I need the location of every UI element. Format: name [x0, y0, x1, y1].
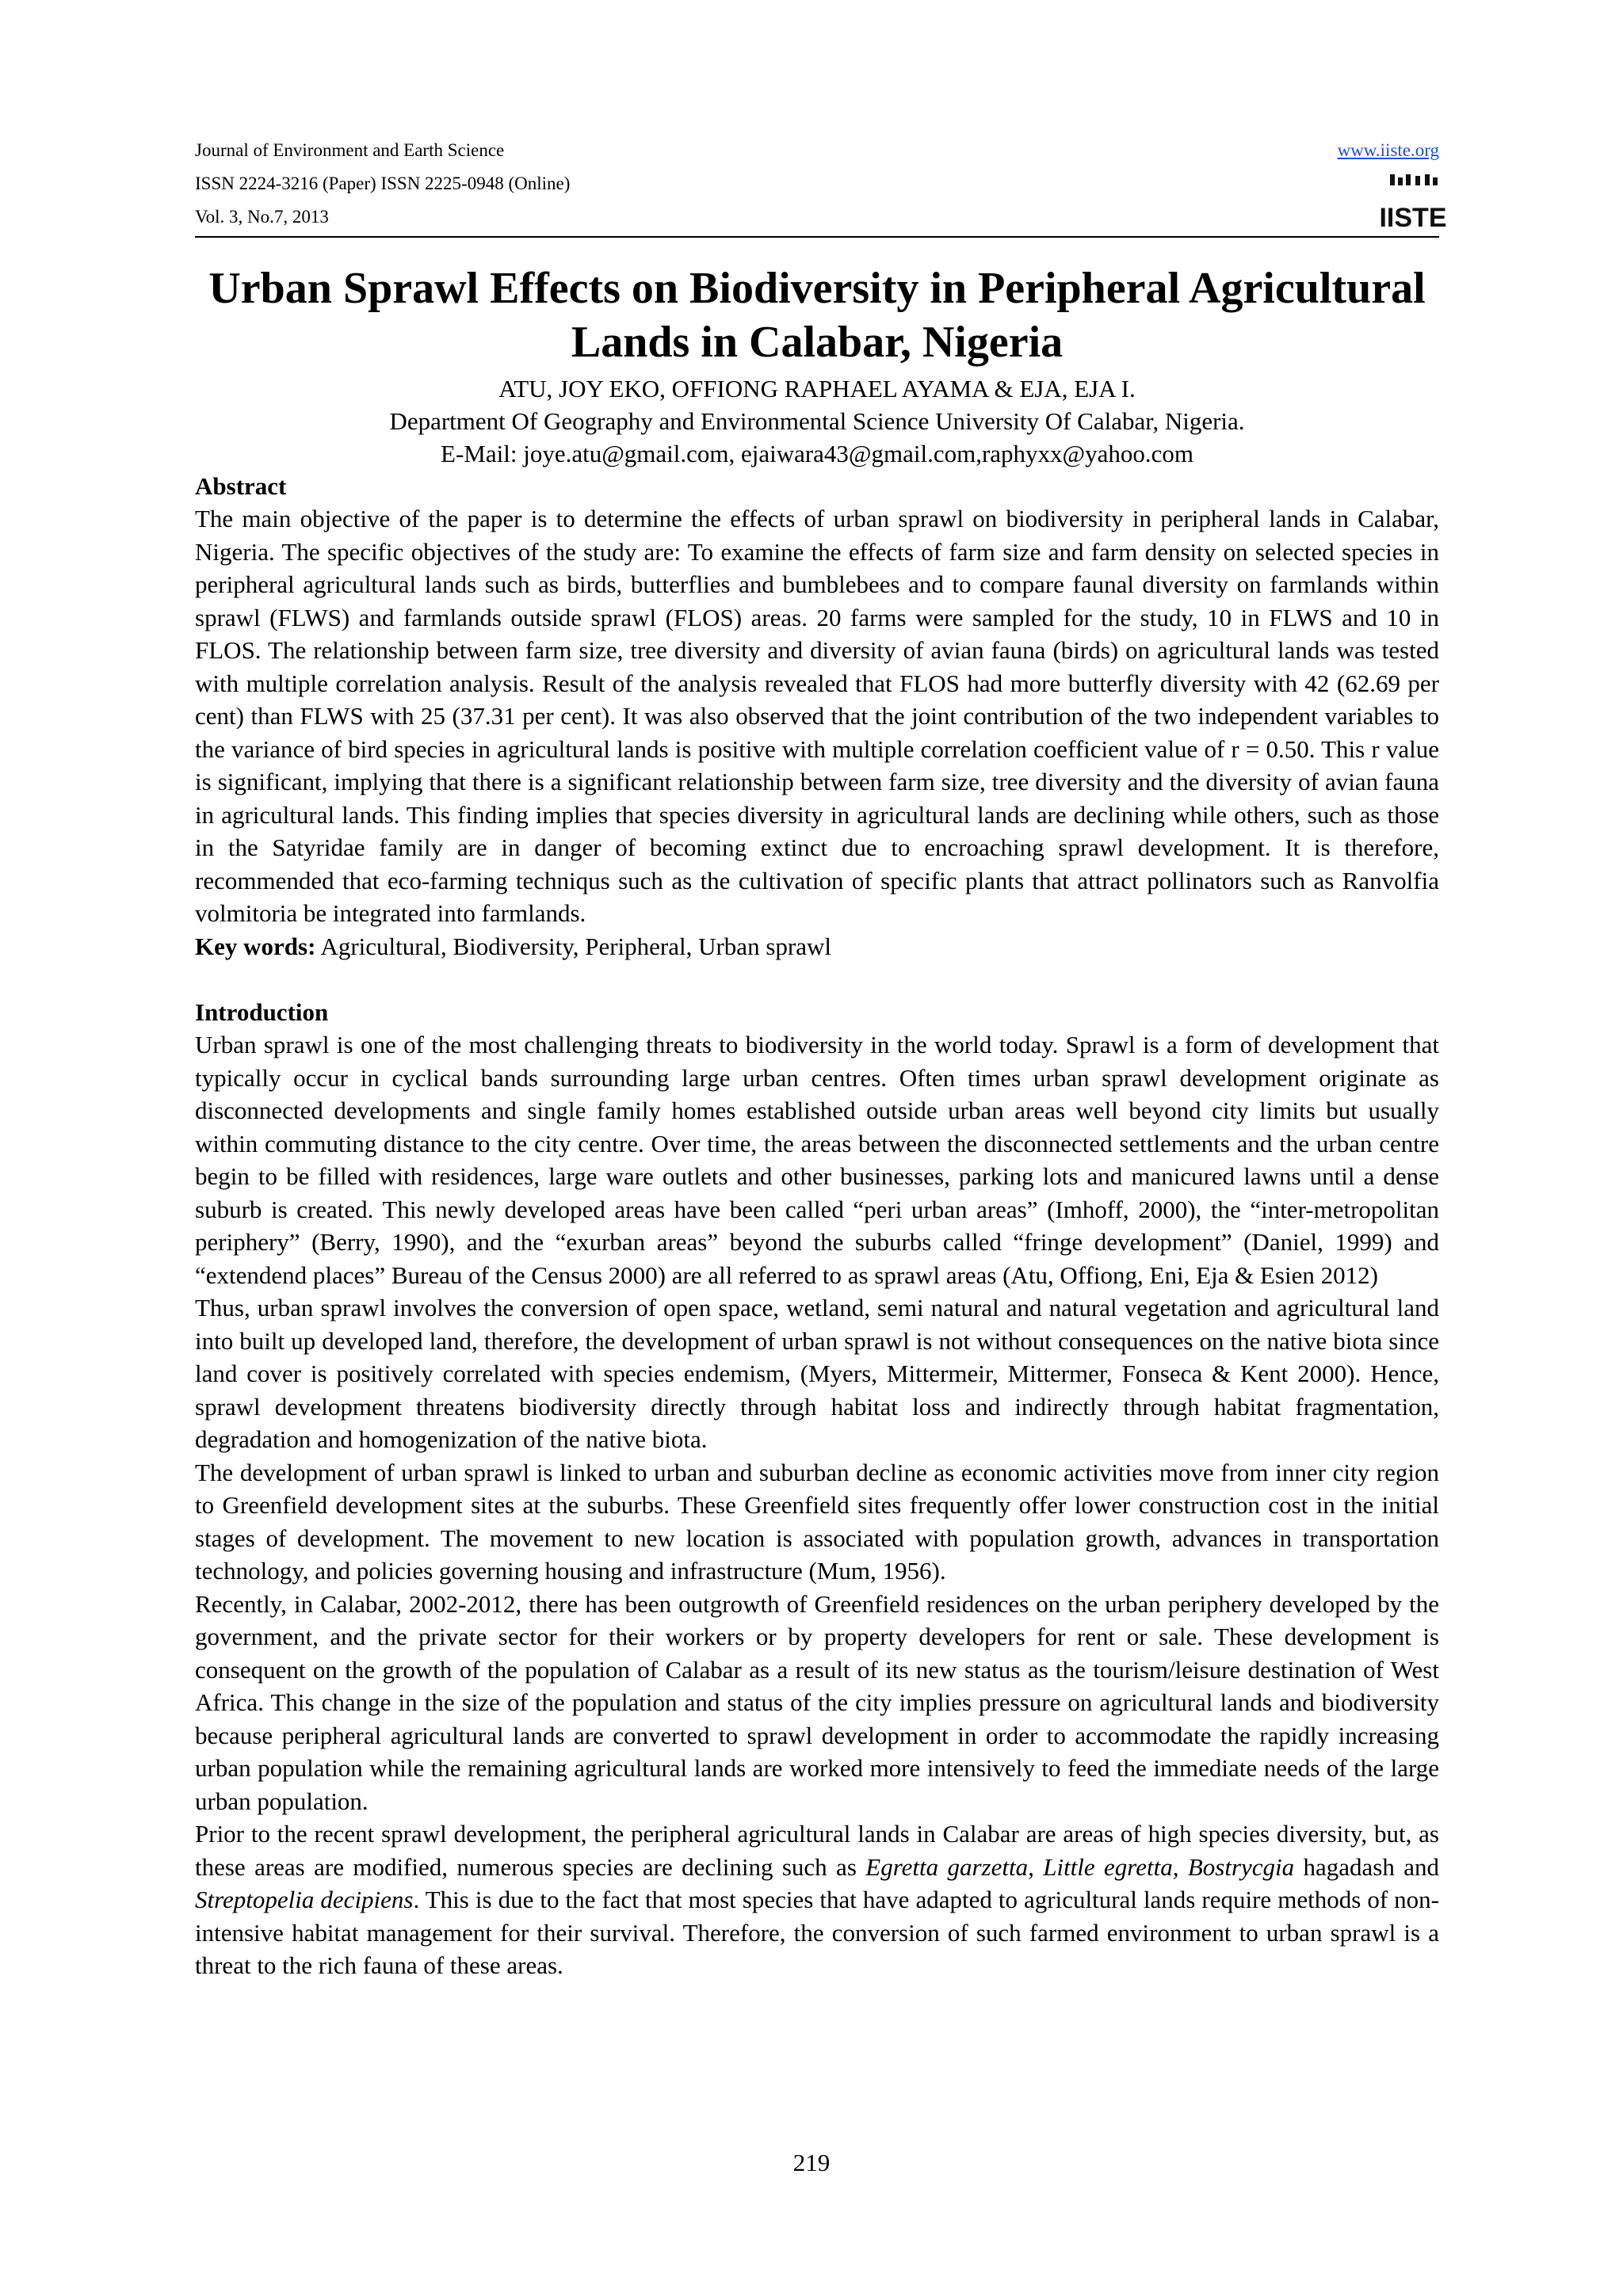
volume-line: Vol. 3, No.7, 2013	[195, 207, 329, 227]
issn-line: ISSN 2224-3216 (Paper) ISSN 2225-0948 (Online)	[195, 174, 571, 193]
abstract-text: The main objective of the paper is to determine the effects of urban sprawl on biodiversity in peripheral lands in Calabar, Nigeria. The specific objectives of the study are: To examine the effects of farm size and farm density on selected species in peripheral agricultural lands such as birds, butterflies and bumblebees and to compare faunal diversity on farmlands within sprawl (FLWS) and farmlands outside sprawl (FLOS) areas. 20 farms were sampled for the study, 10 in FLWS and 10 in FLOS. The relationship between farm size, tree diversity and diversity of avian fauna (birds) on agricultural lands was tested with multiple correlation analysis. Result of the analysis revealed that FLOS had more butterfly diversity with 42 (62.69 per cent) than FLWS with 25 (37.31 per cent). It was also observed that the joint contribution of the two independent variables to the variance of bird species in agricultural lands is positive with multiple correlation coefficient value of r = 0.50. This r value is significant, implying that there is a significant relationship between farm size, tree diversity and the diversity of avian fauna in agricultural lands. This finding implies that species diversity in agricultural lands are declining while others, such as those in the Satyridae family are in danger of becoming extinct due to encroaching sprawl development. It is therefore, recommended that eco-farming techniqus such as the cultivation of specific plants that attract pollinators such as Ranvolfia volmitoria be integrated into farmlands.	[195, 505, 1439, 927]
article-body	[195, 261, 1439, 1982]
introduction-heading: Introduction	[195, 998, 329, 1026]
p5-part-b: hagadash and	[1294, 1852, 1439, 1881]
running-header	[195, 139, 570, 239]
intro-paragraph-3: The development of urban sprawl is linked to urban and suburban decline as economic activities move from inner city region to Greenfield development sites at the suburbs. These Greenfield sites frequently offer lower construction cost in the initial stages of development. The movement to new location is associated with population growth, advances in transportation technology, and policies governing housing and infrastructure (Mum, 1956).	[195, 1458, 1439, 1585]
page-number: 219	[792, 2149, 831, 2176]
p5-part-a: Prior to the recent sprawl development, the peripheral agricultural lands in Calabar are areas of high species diversity, but, as these areas are modified, numerous species are declining such as	[195, 1820, 1439, 1881]
abstract-heading: Abstract	[195, 472, 287, 500]
keywords-label: Key words:	[195, 932, 316, 960]
svg-text:IISTE: IISTE	[1379, 203, 1447, 233]
p5-part-c: . This is due to the fact that most species that have adapted to agricultural lands require methods of non-intensive habitat management for their survival. Therefore, the conversion of such farmed environment to urban sprawl is a threat to the rich fauna of these areas.	[195, 1886, 1440, 1979]
p5-species-2: Streptopelia decipiens	[195, 1886, 414, 1913]
keywords-text: Agricultural, Biodiversity, Peripheral, Urban sprawl	[315, 932, 831, 960]
author-list: ATU, JOY EKO, OFFIONG RAPHAEL AYAMA & EJA, EJA I.	[498, 375, 1136, 402]
intro-paragraph-5	[195, 1817, 1439, 1982]
p5-species-1: Egretta garzetta, Little egretta, Bostrycgia	[865, 1852, 1295, 1881]
intro-paragraph-1: Urban sprawl is one of the most challenging threats to biodiversity in the world today. Sprawl is a form of development that typically occur in cyclical bands surrounding large urban centres. Often times urban sprawl development originate as disconnected developments and single family homes established outside urban areas well beyond city limits but usually within commuting distance to the city centre. Over time, the areas between the disconnected settlements and the urban centre begin to be filled with residences, large ware outlets and other businesses, parking lots and manicured lawns until a dense suburb is created. This newly developed areas have been called “peri urban areas” (Imhoff, 2000), the “inter-metropolitan periphery” (Berry, 1990), and the “exurban areas” beyond the suburbs called “fringe development” (Daniel, 1999) and “extendend places” Bureau of the Census 2000) are all referred to as sprawl areas (Atu, Offiong, Eni, Eja & Esien 2012)	[195, 1031, 1439, 1289]
intro-paragraph-4: Recently, in Calabar, 2002-2012, there has been outgrowth of Greenfield residences on the urban periphery developed by the government, and the private sector for their workers or by property developers for rent or sale. These development is consequent on the growth of the population of Calabar as a result of its new status as the tourism/leisure destination of West Africa. This change in the size of the population and status of the city implies pressure on agricultural lands and biodiversity because peripheral agricultural lands are converted to sprawl development in order to accommodate the rapidly increasing urban population while the remaining agricultural lands are worked more intensively to feed the immediate needs of the large urban population.	[195, 1589, 1439, 1815]
header-divider	[195, 236, 1439, 238]
article-title: Urban Sprawl Effects on Biodiversity in Peripheral Agricultural Lands in Calabar, Nigeria	[208, 264, 1426, 367]
journal-url-link[interactable]: www.iiste.org	[1337, 140, 1439, 160]
intro-paragraph-2: Thus, urban sprawl involves the conversion of open space, wetland, semi natural and natural vegetation and agricultural land into built up developed land, therefore, the development of urban sprawl is not without consequences on the native biota since land cover is positively correlated with species endemism, (Myers, Mittermeir, Mittermer, Fonseca & Kent 2000). Hence, sprawl development threatens biodiversity directly through habitat loss and indirectly through habitat fragmentation, degradation and homogenization of the native biota.	[195, 1294, 1439, 1453]
section-gap	[195, 963, 1439, 996]
iiste-logo	[1379, 174, 1447, 233]
journal-name: Journal of Environment and Earth Science	[195, 140, 505, 160]
author-emails: E-Mail: joye.atu@gmail.com, ejaiwara43@gmail.com,raphyxx@yahoo.com	[441, 440, 1193, 467]
affiliation: Department Of Geography and Environmental Science University Of Calabar, Nigeria.	[389, 407, 1245, 435]
keywords-line	[195, 930, 1439, 963]
